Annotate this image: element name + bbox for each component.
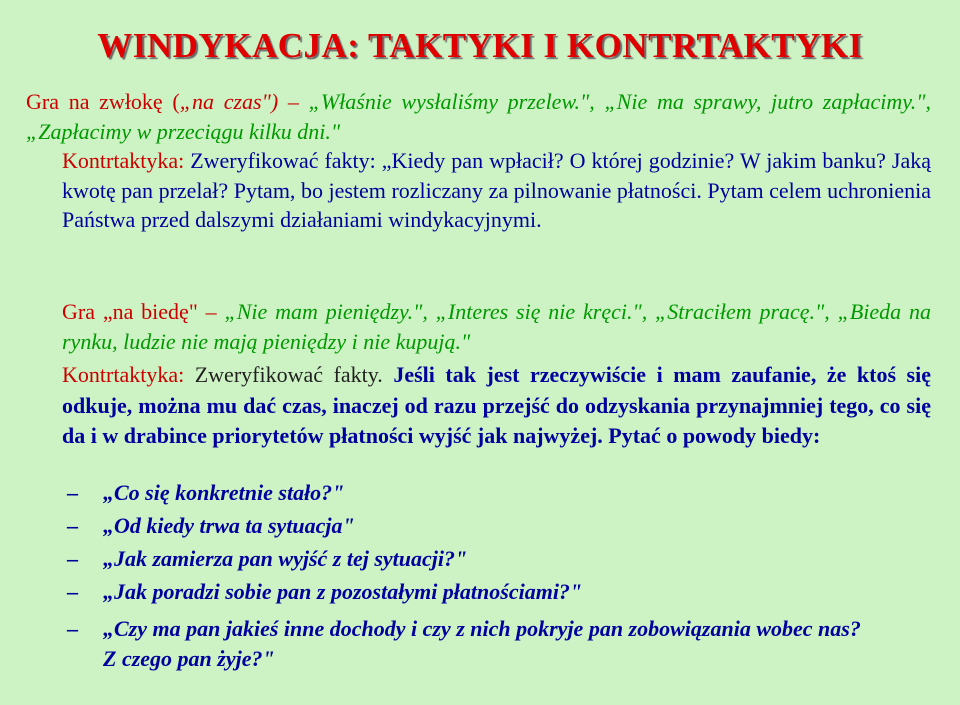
dash-bullet-icon: –: [67, 480, 78, 505]
countertactic-delay-text: Zweryfikować fakty: „Kiedy pan wpłacił? O której godzinie? W jakim banku? Jaką kwotę pan przelał? Pytam, bo jestem rozliczany za pilnowanie płatności. Pytam celem uchronienia Państwa przed dalszymi działaniami windykacyjnymi.: [62, 148, 931, 232]
slide-title: WINDYKACJA: TAKTYKI I KONTRTAKTYKI: [97, 26, 863, 65]
dash-bullet-icon: –: [67, 513, 78, 538]
tactic-delay: [26, 87, 931, 146]
tactic-delay-quote: „Właśnie wysłaliśmy przelew.", „Nie ma sprawy, jutro zapłacimy.", „Zapłacimy w przeciągu kilku dni.": [26, 89, 932, 144]
question-text: „Czy ma pan jakieś inne dochody i czy z nich pokryje pan zobowiązania wobec nas?: [103, 616, 861, 641]
tactic-poverty: [62, 297, 931, 356]
tactic-poverty-sep: –: [197, 299, 225, 324]
list-item: [67, 511, 355, 541]
dash-bullet-icon: –: [67, 579, 78, 604]
countertactic-delay-label: Kontrtaktyka:: [62, 148, 185, 173]
countertactic-poverty: [62, 360, 931, 452]
tactic-delay-lead: Gra na zwłokę (: [26, 89, 180, 114]
tactic-delay-lead2: „na czas"): [179, 89, 279, 114]
list-item: [67, 478, 344, 508]
countertactic-delay: [62, 146, 931, 235]
dash-bullet-icon: –: [67, 616, 78, 641]
question-text: „Co się konkretnie stało?": [103, 480, 345, 505]
question-text: „Jak poradzi sobie pan z pozostałymi płatnościami?": [103, 579, 583, 604]
countertactic-poverty-label: Kontrtaktyka:: [62, 362, 185, 387]
question-text: „Od kiedy trwa ta sytuacja": [103, 513, 355, 538]
question-text: „Jak zamierza pan wyjść z tej sytuacji?": [103, 546, 468, 571]
list-item: [67, 544, 467, 574]
list-item: [67, 577, 582, 607]
tactic-poverty-lead: Gra „na biedę": [62, 299, 198, 324]
tactic-poverty-quote: „Nie mam pieniędzy.", „Interes się nie kręci.", „Straciłem pracę.", „Bieda na rynku, ludzie nie mają pieniędzy i nie kupują.": [62, 299, 931, 354]
list-item: [67, 614, 861, 673]
dash-bullet-icon: –: [67, 546, 78, 571]
question-text-continued: Z czego pan żyje?": [103, 645, 275, 671]
tactic-delay-sep: –: [278, 89, 309, 114]
countertactic-poverty-bold-text: Jeśli tak jest rzeczywiście i mam zaufanie, że ktoś się odkuje, można mu dać czas, inaczej od razu przejść do odzyskania przynajmniej tego, co się da i w drabince priorytetów płatności wyjść jak najwyżej. Pytać o powody biedy:: [62, 362, 931, 448]
countertactic-poverty-text: Zweryfikować fakty.: [184, 362, 383, 387]
